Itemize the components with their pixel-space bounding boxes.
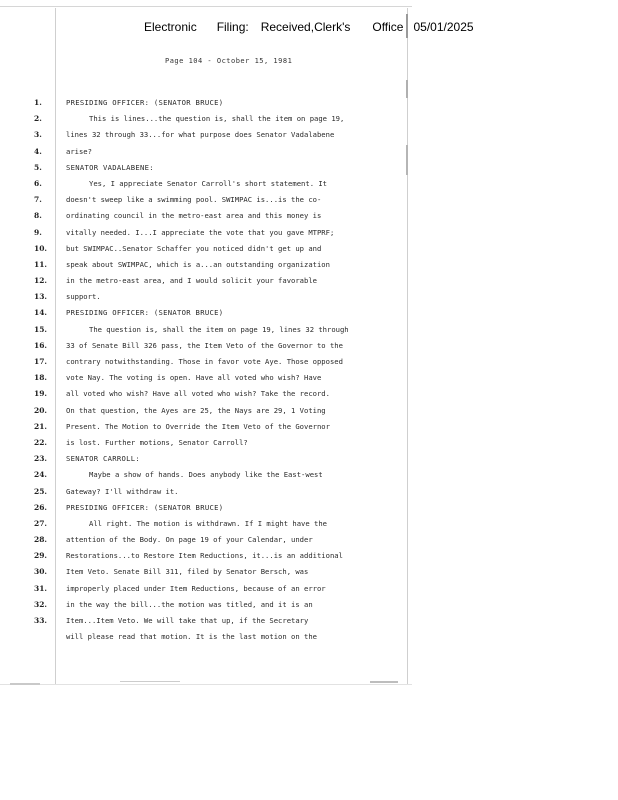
transcript-line [0, 96, 407, 112]
line-number: 10. [34, 243, 48, 253]
top-scan-rule [0, 6, 412, 7]
transcript-line [0, 614, 407, 630]
line-number: 17. [34, 357, 48, 366]
speaker-label: SENATOR VADALABENE: [66, 162, 154, 172]
line-number: 3. [34, 130, 42, 140]
line-number: 14. [34, 308, 48, 318]
line-number: 32. [34, 599, 48, 609]
line-text: This is lines...the question is, shall the item on page 19, [89, 114, 345, 124]
line-number: 6. [34, 178, 42, 188]
transcript-line [0, 128, 407, 144]
line-text: will please read that motion. It is the last motion on the [66, 632, 317, 642]
line-number: 11. [34, 259, 48, 269]
line-text: improperly placed under Item Reductions, because of an error [66, 583, 326, 593]
line-text: Yes, I appreciate Senator Carroll's short statement. It [89, 178, 327, 188]
line-number: 1. [34, 98, 42, 107]
line-text: contrary notwithstanding. Those in favor vote Aye. Those opposed [66, 357, 343, 366]
line-text: Present. The Motion to Override the Item Veto of the Governor [66, 421, 330, 431]
transcript-line [0, 549, 407, 565]
line-number: 23. [34, 454, 48, 464]
transcript-line [0, 501, 407, 517]
transcript-line [0, 177, 407, 193]
transcript-line [0, 242, 407, 258]
line-text: arise? [66, 146, 92, 156]
speaker-label: SENATOR CARROLL: [66, 454, 141, 464]
line-number: 5. [34, 162, 42, 172]
line-text: lines 32 through 33...for what purpose does Senator Vadalabene [66, 130, 335, 140]
line-number: 29. [34, 551, 48, 561]
line-number: 28. [34, 535, 48, 545]
line-number: 26. [34, 502, 48, 512]
line-number: 27. [34, 518, 48, 528]
stamp-office: Office [372, 20, 404, 34]
transcript-line [0, 436, 407, 452]
transcript-line [0, 452, 407, 468]
line-text: Item Veto. Senate Bill 311, filed by Senator Bersch, was [66, 567, 309, 577]
bottom-scan-rule [0, 684, 412, 685]
scan-artifact [120, 681, 180, 682]
transcript-line [0, 258, 407, 274]
line-number: 30. [34, 567, 48, 577]
stamp-filing: Filing: [216, 20, 249, 34]
line-text: is lost. Further motions, Senator Carroll? [66, 437, 248, 447]
line-number: 9. [34, 227, 42, 237]
transcript-line [0, 387, 407, 403]
transcript-line [0, 339, 407, 355]
transcript-line [0, 598, 407, 614]
line-text: Maybe a show of hands. Does anybody like the East-west [89, 470, 323, 480]
transcript-line [0, 145, 407, 161]
line-number: 7. [34, 195, 42, 205]
line-number: 24. [34, 470, 48, 480]
line-text: but SWIMPAC..Senator Schaffer you noticed didn't get up and [66, 243, 322, 253]
line-text: 33 of Senate Bill 326 pass, the Item Veto of the Governor to the [66, 340, 343, 350]
transcript-line [0, 371, 407, 387]
transcript-line [0, 420, 407, 436]
line-number: 21. [34, 421, 48, 431]
transcript-line [0, 306, 407, 322]
line-number: 4. [34, 146, 42, 156]
stamp-received: Received,Clerk's [260, 20, 351, 34]
line-number: 18. [34, 373, 48, 383]
transcript-line [0, 209, 407, 225]
line-number: 33. [34, 616, 48, 625]
line-number: 20. [34, 405, 48, 415]
transcript-line [0, 161, 407, 177]
line-number: 25. [34, 486, 48, 496]
line-text: all voted who wish? Have all voted who wish? Take the record. [66, 389, 330, 399]
line-text: attention of the Body. On page 19 of your Calendar, under [66, 535, 313, 545]
line-text: All right. The motion is withdrawn. If I might have the [89, 518, 327, 528]
line-number: 22. [34, 437, 48, 447]
stamp-date: 05/01/2025 [413, 20, 474, 34]
scan-artifact [370, 681, 398, 683]
transcript-line [0, 565, 407, 581]
line-number: 15. [34, 324, 48, 334]
transcript-line [0, 112, 407, 128]
speaker-label: PRESIDING OFFICER: (SENATOR BRUCE) [66, 502, 224, 512]
line-text: vote Nay. The voting is open. Have all voted who wish? Have [66, 373, 322, 383]
line-text: in the metro-east area, and I would solicit your favorable [66, 276, 317, 286]
line-text: Item...Item Veto. We will take that up, if the Secretary [66, 616, 309, 625]
line-text: ordinating council in the metro-east area and this money is [66, 211, 322, 221]
line-text: speak about SWIMPAC, which is a...an outstanding organization [66, 259, 330, 269]
line-number: 13. [34, 292, 48, 302]
line-number: 19. [34, 389, 48, 399]
transcript-line [0, 274, 407, 290]
line-text: Gateway? I'll withdraw it. [66, 486, 179, 496]
line-text: support. [66, 292, 101, 302]
right-margin-rule [407, 8, 408, 684]
transcript-line [0, 485, 407, 501]
speaker-label: PRESIDING OFFICER: (SENATOR BRUCE) [66, 98, 224, 107]
line-text: vitally needed. I...I appreciate the vote that you gave MTPRF; [66, 227, 335, 237]
transcript-line [0, 193, 407, 209]
transcript-line [0, 355, 407, 371]
transcript-line [0, 226, 407, 242]
line-text: in the way the bill...the motion was titled, and it is an [66, 599, 313, 609]
transcript-line [0, 404, 407, 420]
line-number: 12. [34, 276, 48, 286]
transcript-line [0, 517, 407, 533]
transcript-body [0, 96, 407, 646]
line-number: 16. [34, 340, 48, 350]
transcript-line [0, 323, 407, 339]
line-text: Restorations...to Restore Item Reductions, it...is an additional [66, 551, 343, 561]
line-number: 8. [34, 211, 42, 221]
electronic-filing-stamp [144, 20, 474, 34]
transcript-line [0, 630, 407, 646]
transcript-line [0, 533, 407, 549]
page-header: Page 104 - October 15, 1981 [165, 57, 293, 65]
line-number: 2. [34, 114, 42, 124]
line-text: The question is, shall the item on page 19, lines 32 through [89, 324, 349, 334]
transcript-line [0, 468, 407, 484]
line-text: On that question, the Ayes are 25, the Nays are 29, 1 Voting [66, 405, 326, 415]
line-number: 31. [34, 583, 48, 593]
scan-artifact [10, 683, 40, 685]
line-text: doesn't sweep like a swimming pool. SWIMPAC is...is the co- [66, 195, 322, 205]
transcript-line [0, 290, 407, 306]
speaker-label: PRESIDING OFFICER: (SENATOR BRUCE) [66, 308, 224, 318]
transcript-line [0, 582, 407, 598]
stamp-electronic: Electronic [144, 20, 197, 34]
